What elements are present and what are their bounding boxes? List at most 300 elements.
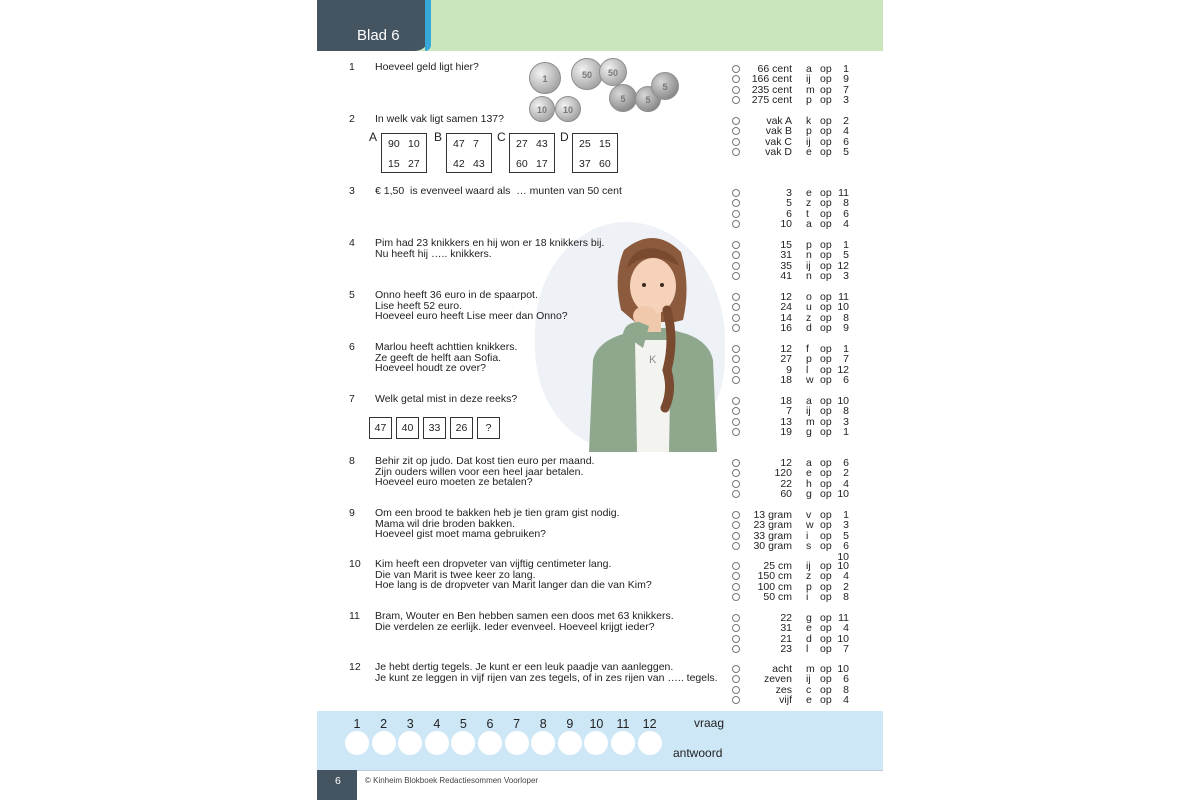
- answer-option: [317, 520, 883, 531]
- vak-value: 15: [388, 158, 400, 170]
- page-header: [317, 0, 883, 51]
- option-target-number: 6: [843, 540, 849, 553]
- answer-question-number: 5: [459, 717, 467, 731]
- answer-circle[interactable]: [425, 731, 449, 755]
- answer-circle[interactable]: [372, 731, 396, 755]
- option-op: op: [820, 673, 832, 686]
- option-op: op: [820, 353, 832, 366]
- option-letter: g: [806, 612, 812, 624]
- answer-option: [317, 219, 883, 230]
- option-value: 18: [780, 374, 792, 387]
- sequence-box: 33: [423, 417, 446, 439]
- option-op: op: [820, 426, 832, 439]
- option-value: 31: [780, 249, 792, 262]
- answer-option: [317, 250, 883, 261]
- option-letter: h: [806, 477, 812, 490]
- option-op: op: [820, 570, 832, 583]
- option-letter: m: [806, 415, 815, 428]
- option-target-number: 5: [843, 249, 849, 262]
- option-target-number: 6: [843, 457, 849, 469]
- option-target-number: 11: [838, 187, 849, 199]
- option-op: op: [820, 509, 832, 521]
- option-value: 12: [780, 291, 792, 303]
- option-letter: w: [806, 374, 814, 387]
- option-op: op: [820, 683, 832, 696]
- answer-question-number: 7: [513, 717, 521, 731]
- option-target-number: 10: [837, 395, 849, 407]
- option-value: 21: [780, 632, 792, 645]
- option-letter: ij: [806, 405, 811, 418]
- option-letter: u: [806, 301, 812, 314]
- answer-option: [317, 354, 883, 365]
- option-op: op: [820, 560, 832, 572]
- vak-value: 42: [453, 158, 465, 170]
- answer-option: [317, 644, 883, 655]
- coin-icon: 5: [609, 84, 637, 112]
- option-value: 19: [780, 426, 792, 439]
- question-number: 1: [349, 61, 355, 73]
- option-target-number: 3: [843, 94, 849, 107]
- answer-option: [317, 674, 883, 685]
- footer-divider: [317, 770, 883, 771]
- answer-option: [317, 185, 883, 199]
- option-op: op: [820, 94, 832, 107]
- option-value: 12: [780, 343, 792, 355]
- question-number: 2: [349, 113, 355, 125]
- answer-option: [317, 571, 883, 582]
- answer-circle[interactable]: [398, 731, 422, 755]
- vak-value: 90: [388, 138, 400, 150]
- option-letter: i: [806, 529, 809, 542]
- option-target-number: 4: [843, 218, 849, 231]
- option-op: op: [820, 591, 832, 604]
- option-op: op: [820, 405, 832, 418]
- answer-option: [317, 261, 883, 272]
- option-target-number: 12: [837, 259, 849, 272]
- answer-option: [317, 302, 883, 313]
- option-value: 24: [780, 301, 792, 314]
- vak-value: 10: [408, 138, 420, 150]
- option-target-number: 10: [837, 560, 849, 572]
- option-target-number: 1: [843, 426, 849, 439]
- option-value: acht: [772, 663, 792, 675]
- question-number: 9: [349, 507, 355, 519]
- question-text: Bram, Wouter en Ben hebben samen een doos met 63 knikkers. Die verdelen ze eerlijk. Ieder evenveel. Hoeveel krijgt ieder?: [375, 610, 674, 633]
- answer-option: [317, 74, 883, 85]
- option-op: op: [820, 694, 832, 707]
- option-target-number: 8: [843, 405, 849, 418]
- option-letter: g: [806, 488, 812, 501]
- option-value: 14: [780, 311, 792, 324]
- option-op: op: [820, 146, 832, 159]
- worksheet-page: [317, 0, 883, 800]
- answer-option: [317, 468, 883, 479]
- option-op: op: [820, 540, 832, 553]
- question-number: 10: [349, 558, 361, 570]
- answer-question-number: 3: [406, 717, 414, 731]
- option-target-number: 8: [843, 591, 849, 604]
- option-target-number: 3: [843, 415, 849, 428]
- option-value: 150 cm: [757, 570, 792, 583]
- answer-circle[interactable]: [611, 731, 635, 755]
- option-op: op: [820, 467, 832, 480]
- option-value: 66 cent: [757, 63, 792, 75]
- option-op: op: [820, 457, 832, 469]
- option-target-number: 6: [843, 374, 849, 387]
- answer-question-number: 10: [589, 717, 604, 731]
- option-op: op: [820, 311, 832, 324]
- option-letter: t: [806, 207, 809, 220]
- option-value: 60: [780, 488, 792, 501]
- coin-icon: 1: [529, 62, 561, 94]
- answer-circle[interactable]: [558, 731, 582, 755]
- answer-circle[interactable]: [478, 731, 502, 755]
- question-number: 4: [349, 237, 355, 249]
- option-value: 27: [780, 353, 792, 366]
- vak-value: 27: [516, 138, 528, 150]
- question-number: 7: [349, 393, 355, 405]
- coin-icon: 5: [635, 86, 661, 112]
- option-op: op: [820, 622, 832, 635]
- question-text: Hoeveel geld ligt hier?: [375, 61, 479, 73]
- answer-option: [317, 695, 883, 706]
- answer-question-number: 1: [353, 717, 361, 731]
- option-op: op: [820, 519, 832, 532]
- option-letter: e: [806, 187, 812, 199]
- option-value: 120: [774, 467, 792, 480]
- option-target-number: 10: [837, 663, 849, 675]
- option-target-number: 1: [843, 343, 849, 355]
- option-value: zes: [775, 683, 792, 696]
- answer-option: [317, 95, 883, 106]
- option-value: 15: [780, 239, 792, 251]
- option-value: 22: [780, 612, 792, 624]
- option-value: 18: [780, 395, 792, 407]
- option-op: op: [820, 632, 832, 645]
- option-op: op: [820, 135, 832, 148]
- answer-option: [317, 558, 883, 572]
- answer-option: [317, 531, 883, 542]
- header-tab-accent: [425, 0, 431, 51]
- option-value: 3: [786, 187, 792, 199]
- option-letter: g: [806, 426, 812, 439]
- option-letter: ij: [806, 73, 811, 86]
- option-op: op: [820, 259, 832, 272]
- option-letter: a: [806, 457, 812, 469]
- answer-question-number: 2: [380, 717, 388, 731]
- option-value: 25 cm: [763, 560, 792, 572]
- answer-question-number: 4: [433, 717, 441, 731]
- option-target-number: 10: [837, 632, 849, 645]
- option-op: op: [820, 63, 832, 75]
- option-target-number: 4: [843, 125, 849, 138]
- option-target-number: 6: [843, 135, 849, 148]
- answer-question-number: 6: [486, 717, 494, 731]
- answer-option: [317, 289, 883, 303]
- option-value: 31: [780, 622, 792, 635]
- coin-icon: 5: [651, 72, 679, 100]
- question-number: 5: [349, 289, 355, 301]
- option-value: zeven: [763, 673, 792, 686]
- vak-value: 43: [536, 138, 548, 150]
- option-op: op: [820, 218, 832, 231]
- vak-value: 7: [473, 138, 479, 150]
- option-op: op: [820, 415, 832, 428]
- question-text: In welk vak ligt samen 137?: [375, 113, 504, 125]
- shirt-badge: K: [649, 354, 657, 366]
- question-text: Pim had 23 knikkers en hij won er 18 knikkers bij. Nu heeft hij ….. knikkers.: [375, 237, 605, 260]
- sequence-box: 47: [369, 417, 392, 439]
- sequence-box: 26: [450, 417, 473, 439]
- option-target-number: 4: [843, 694, 849, 707]
- answer-option: [317, 406, 883, 417]
- option-letter: p: [806, 239, 812, 251]
- option-op: op: [820, 374, 832, 387]
- eye-right: [660, 283, 664, 287]
- question-number: 6: [349, 341, 355, 353]
- answer-option: [317, 113, 883, 127]
- copyright-text: © Kinheim Blokboek Redactiesommen Voorloper: [365, 776, 539, 785]
- option-letter: w: [806, 519, 814, 532]
- answer-option: [317, 375, 883, 386]
- answer-option: [317, 198, 883, 209]
- option-letter: e: [806, 467, 812, 480]
- option-op: op: [820, 249, 832, 262]
- question-text: Kim heeft een dropveter van vijftig centimeter lang. Die van Marit is twee keer zo lang. Hoe lang is de dropveter van Marit langer dan die van Kim?: [375, 558, 652, 591]
- vak-value: 25: [579, 138, 591, 150]
- coin-icon: 10: [529, 96, 555, 122]
- option-value: 13: [780, 415, 792, 428]
- option-op: op: [820, 197, 832, 210]
- option-target-number: 10: [837, 301, 849, 314]
- option-target-number: 2: [843, 467, 849, 480]
- option-target-number: 5: [843, 146, 849, 159]
- vak-label: A: [369, 130, 378, 144]
- option-op: op: [820, 73, 832, 86]
- coin-icon: 50: [571, 58, 603, 90]
- option-letter: p: [806, 94, 812, 107]
- option-op: op: [820, 239, 832, 251]
- option-value: 23: [780, 643, 792, 656]
- answer-option: [317, 541, 883, 552]
- answer-option: [317, 61, 883, 75]
- answer-option: [317, 323, 883, 334]
- option-target-number: 9: [843, 322, 849, 335]
- option-op: op: [820, 187, 832, 199]
- option-value: 33 gram: [753, 529, 792, 542]
- option-op: op: [820, 529, 832, 542]
- vak-label: B: [434, 130, 443, 144]
- answer-option: [317, 582, 883, 593]
- option-letter: ij: [806, 135, 811, 148]
- answer-option: [317, 592, 883, 603]
- option-value: 100 cm: [757, 580, 792, 593]
- option-target-number: 4: [843, 622, 849, 635]
- vak-value: 43: [473, 158, 485, 170]
- option-op: op: [820, 488, 832, 501]
- option-op: op: [820, 343, 832, 355]
- option-letter: e: [806, 694, 812, 707]
- option-target-number: 4: [843, 570, 849, 583]
- option-value: 9: [786, 363, 792, 376]
- option-target-number: 12: [837, 363, 849, 376]
- option-target-number: 4: [843, 477, 849, 490]
- answer-question-number: 8: [539, 717, 547, 731]
- option-value: 235 cent: [751, 83, 792, 96]
- vak-box: [381, 133, 427, 173]
- option-value: vak A: [766, 115, 792, 127]
- answer-circle[interactable]: [345, 731, 369, 755]
- option-letter: e: [806, 622, 812, 635]
- vak-value: 17: [536, 158, 548, 170]
- vak-value: 60: [599, 158, 611, 170]
- option-target-number: 7: [843, 353, 849, 366]
- option-target-number: 8: [843, 197, 849, 210]
- option-target-number: 2: [843, 115, 849, 127]
- option-letter: z: [806, 570, 812, 583]
- option-letter: n: [806, 249, 812, 262]
- answer-option: [317, 685, 883, 696]
- option-letter: a: [806, 218, 812, 231]
- option-target-number: 1: [843, 239, 849, 251]
- option-target-number: 5: [843, 529, 849, 542]
- question-number: 3: [349, 185, 355, 197]
- answer-option: [317, 507, 883, 521]
- vak-value: 60: [516, 158, 528, 170]
- option-target-number: 11: [838, 612, 849, 624]
- option-letter: c: [806, 683, 812, 696]
- option-value: 22: [780, 477, 792, 490]
- option-letter: ij: [806, 259, 811, 272]
- option-letter: o: [806, 291, 812, 303]
- option-letter: a: [806, 395, 812, 407]
- option-target-number: 8: [843, 311, 849, 324]
- option-letter: ij: [806, 673, 811, 686]
- answer-option: [317, 209, 883, 220]
- question-number: 8: [349, 455, 355, 467]
- sequence-box: 40: [396, 417, 419, 439]
- answer-option: [317, 489, 883, 500]
- option-letter: l: [806, 363, 809, 376]
- vak-box: [509, 133, 555, 173]
- option-letter: m: [806, 83, 815, 96]
- option-letter: n: [806, 270, 812, 283]
- option-value: 41: [780, 270, 792, 283]
- option-letter: e: [806, 146, 812, 159]
- option-op: op: [820, 580, 832, 593]
- option-value: 6: [786, 207, 792, 220]
- option-value: 166 cent: [751, 73, 792, 86]
- option-value: 10: [780, 218, 792, 231]
- option-value: 7: [786, 405, 792, 418]
- option-value: 5: [786, 197, 792, 210]
- option-target-number: 8: [843, 683, 849, 696]
- answer-question-number: 9: [566, 717, 574, 731]
- option-value: 23 gram: [753, 519, 792, 532]
- question-text: Welk getal mist in deze reeks?: [375, 393, 518, 405]
- option-target-number: 3: [843, 270, 849, 283]
- option-value: 35: [780, 259, 792, 272]
- option-target-number: 1: [843, 509, 849, 521]
- option-letter: m: [806, 663, 815, 675]
- answer-option: [317, 479, 883, 490]
- option-target-number: 7: [843, 643, 849, 656]
- option-extra-number: 10: [837, 550, 849, 563]
- option-letter: l: [806, 643, 809, 656]
- answer-option: [317, 271, 883, 282]
- option-op: op: [820, 363, 832, 376]
- answer-option: [317, 341, 883, 355]
- answer-circle[interactable]: [638, 731, 662, 755]
- option-op: op: [820, 612, 832, 624]
- option-target-number: 7: [843, 83, 849, 96]
- question-text: Om een brood te bakken heb je tien gram gist nodig. Mama wil drie broden bakken. Hoeveel gist moet mama gebruiken?: [375, 507, 620, 540]
- option-value: 12: [780, 457, 792, 469]
- option-op: op: [820, 115, 832, 127]
- vak-label: D: [560, 130, 569, 144]
- answer-option: [317, 623, 883, 634]
- option-letter: a: [806, 63, 812, 75]
- vak-value: 37: [579, 158, 591, 170]
- option-letter: d: [806, 632, 812, 645]
- option-value: 275 cent: [751, 94, 792, 107]
- option-value: 30 gram: [753, 540, 792, 553]
- option-value: 16: [780, 322, 792, 335]
- option-op: op: [820, 207, 832, 220]
- option-value: vak B: [765, 125, 792, 138]
- option-letter: p: [806, 353, 812, 366]
- option-letter: i: [806, 591, 809, 604]
- sequence-box: ?: [477, 417, 500, 439]
- option-op: op: [820, 301, 832, 314]
- option-letter: z: [806, 311, 812, 324]
- option-op: op: [820, 643, 832, 656]
- option-letter: ij: [806, 560, 811, 572]
- option-letter: p: [806, 125, 812, 138]
- answer-option: [317, 313, 883, 324]
- answer-option: [317, 365, 883, 376]
- answer-circle[interactable]: [505, 731, 529, 755]
- answer-option: [317, 393, 883, 407]
- option-op: op: [820, 322, 832, 335]
- option-target-number: 6: [843, 673, 849, 686]
- option-op: op: [820, 83, 832, 96]
- option-letter: f: [806, 343, 809, 355]
- answer-option: [317, 634, 883, 645]
- option-op: op: [820, 291, 832, 303]
- option-target-number: 2: [843, 580, 849, 593]
- option-op: op: [820, 663, 832, 675]
- option-value: vijf: [779, 694, 792, 707]
- eye-left: [642, 283, 646, 287]
- question-number: 12: [349, 661, 361, 673]
- option-target-number: 3: [843, 519, 849, 532]
- answer-circle[interactable]: [531, 731, 555, 755]
- answer-option: [317, 85, 883, 96]
- answer-question-number: 12: [642, 717, 657, 731]
- vak-box: [446, 133, 492, 173]
- question-text: Onno heeft 36 euro in de spaarpot. Lise heeft 52 euro. Hoeveel euro heeft Lise meer dan Onno?: [375, 289, 568, 322]
- option-target-number: 11: [838, 291, 849, 303]
- option-letter: p: [806, 580, 812, 593]
- question-text: € 1,50 is evenveel waard als … munten van 50 cent: [375, 185, 622, 197]
- option-value: 50 cm: [763, 591, 792, 604]
- option-letter: s: [806, 540, 812, 553]
- page-title: Blad 6: [357, 27, 400, 44]
- coin-icon: 50: [599, 58, 627, 86]
- option-letter: z: [806, 197, 812, 210]
- option-op: op: [820, 477, 832, 490]
